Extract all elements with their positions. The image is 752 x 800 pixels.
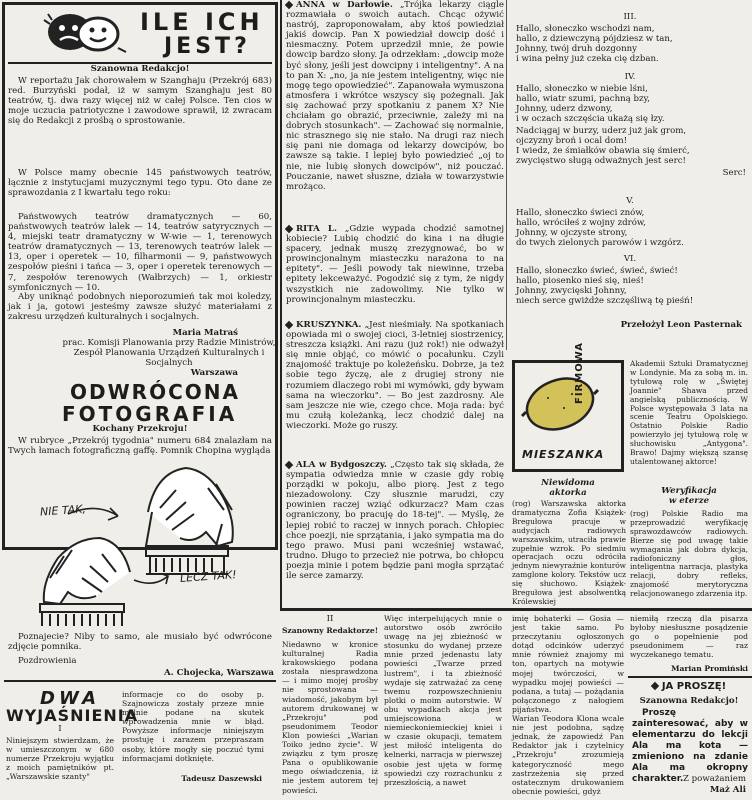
poem-label-v: V. <box>626 196 634 206</box>
middle-bottom-rule <box>280 608 752 611</box>
ja-prose-title-text: JA PROSZĘ! <box>661 681 727 692</box>
dwa-ii-text: Niedawno w kronice kulturalnej Radia krakowskiego podana została niesprawdzona — i mimo mojej prośby nie sprostowana — wiadomość, jakobym był autorem drukowanej w „Przekroju" pod pseudonimem Teodor Klon powieści „Warian Toiko jedno życie". W związku z tym proszę Pana o opublikowanie mego oświadczenia, iż nie jestem autorem tej powieści. <box>282 640 378 795</box>
promiński-col-3: niemiłą rzeczą dla pisarza byłoby niesłuszne posądzenie go o popełnienie pod pseudonimem — raz wyczekanego tematu. <box>630 614 748 660</box>
anna-entry <box>286 0 504 192</box>
firmowa-label: FIRMOWA <box>574 341 585 404</box>
anna-lead: ANNA w Darłowie. <box>296 0 393 10</box>
ile-p1: W reportażu Jak chorowałem w Szanghaju (Przekrój 683) red. Burzyński podał, iż w samym Szanghaju jest 80 teatrów, tj. dwa razy więcej niż w całej Polsce. Ten cios w moje uczucia patriotyczne i zawodowe sprawił, iż zwracam się do Redakcji z prośbą o sprostowanie. <box>8 76 272 127</box>
bullet-icon <box>651 682 659 690</box>
bullet-icon <box>285 224 293 232</box>
lemon-icon <box>520 372 600 436</box>
ile-signature-city: Warszawa <box>190 368 238 378</box>
ala-text: „Często tak się składa, że sympatia odwiedza mnie w czasie gdy robię porządki w pokoju, albo piorę. Jest z tego niezadowolony. Czy słusznie marudzi, czy powinien raczej wziąć odkurzacz? Mam czas ograniczony, bo pracuję do 18-tej". — Myślę, że lepiej robić to raczej w innych porach. Chłopiec chce poezji, nie sprzątania, i jako sympatia ma do tego prawo. Musi pani wcześniej wstawać, trudno. Długo to przecież nie potrwa, bo chłopcu poezja minie i potem będzie pani mogła sprzątać ile serce zamarzy. <box>286 460 504 582</box>
ile-p2: W Polsce mamy obecnie 145 państwowych teatrów, łącznie z instytucjami muzycznymi tego typu. Oto dane ze sprawozdania z I kwartału tego roku: <box>8 168 272 199</box>
label-nie-tak: NIE TAK, <box>39 502 87 519</box>
poem-stanza-iii: Hallo, słoneczko wschodzi nam, hallo, z dziewczyną pójdziesz w tan, Johnny, twój druh dozgonny i wina pełny już czeka cię dzban. <box>516 24 673 65</box>
anna-text: „Trójka lekarzy ciągle rozmawiała o swoich autach. Chcąc ożywić nastrój, zaproponowałam, aby ktoś powiedział jakiś dowcip. Pan X powiedział dowcip dość i niesmaczny. Potem uprzedził mnie, że powie dowcip bardzo słony. Ja odrzekłam: „dowcip może być słony, jeśli jest dowcipny i inteligentny". A na to pan X: „no, ja nie jestem inteligentny, więc nie mogę tego opowiedzieć". Zapanowała wymuszona atmosfera i wkrótce wszyscy się pożegnali. Jak się zachować przy spotkaniu z panem X? Nie chciałam go obrazić, przeciwnie, zależy mi na dobrych stosunkach". — Zachować się normalnie, nic strasznego się nie stało. Na drugi raz niech się pani nie domaga od lekarzy dowcipów, bo zawsze są takie. I lepiej było powiedzieć „oj to nie, nie lubię słonych dowcipów", niż pouczać. Pouczanie, nawet słuszne, działa w towarzystwie mrożąco. <box>286 0 505 192</box>
middle-left-rule <box>280 0 282 610</box>
right-left-rule <box>506 0 507 350</box>
niewidoma-title-2: aktorka <box>549 488 587 498</box>
ala-lead: ALA w Bydgoszczy. <box>296 460 387 470</box>
poem-label-iii: III. <box>623 12 637 22</box>
ja-prose-title <box>630 682 748 692</box>
ja-prose-rule <box>628 676 752 678</box>
odwrocona-bottom-rule <box>4 680 276 682</box>
ile-title-2: JEST? <box>164 34 251 59</box>
dwa-ii-salutation: Szanowny Redaktorze! <box>281 626 379 635</box>
ile-signature-name: Maria Matraś <box>172 328 238 338</box>
poem-stanza-iv: Hallo, słoneczko w niebie lśni, hallo, wiatr szumi, pachną bzy, Johnny, uderz dzwony, i w oczach szczęścia ukażą się łzy. <box>516 84 665 125</box>
rita-text: „Gdzie wypada chodzić samotnej kobiecie? Lubię chodzić do kina i na długie spacery, jednak muszę zrezygnować, bo w prowincjonalnym miasteczku narażona to na epitety". — Jeśli powody tak niewinne, trzeba epitety lekceważyć. Pogodzić się z tym, że nigdy wszystkich nie zadowolimy. Nie tylko w prowincjonalnym miasteczku. <box>286 224 504 305</box>
dwa-i-left: Niniejszym stwierdzam, że w umieszczonym w 680 numerze Przekroju wyjątku z moich pamiętników pt. „Warszawskie szanty" <box>6 736 114 782</box>
promiński-signature: Marian Promiński <box>671 664 748 673</box>
ile-p3: Państwowych teatrów dramatycznych — 60, państwowych teatrów lalek — 14, teatrów satyrycznych — 4, miejski teatr dramatyczny w W-wie — 1, terenowych teatrów dramatycznych — 13, terenowych teatrów lalek — 13, oper i operetek — 10, filharmonii — 9, państwowych zespołów pieśni i tańca — 3, oper i operetek terenowych — 7, zespołów terenowych (Wałbrzych) — 1, orkiestr symfonicznych — 10. <box>8 212 272 293</box>
kruszynka-lead: KRUSZYNKA. <box>296 320 362 330</box>
dwa-roman-1: I <box>58 724 62 734</box>
bullet-icon <box>285 0 293 8</box>
ile-salutation: Szanowna Redakcjo! <box>90 64 190 74</box>
poem-label-vi: VI. <box>623 254 637 264</box>
odwrocona-greeting: Pozdrowienia <box>18 656 77 666</box>
theater-masks-icon <box>40 8 130 58</box>
ja-prose-salutation: Szanowna Redakcjo! <box>639 696 739 706</box>
poem-stanza-v: Hallo, słoneczko świeci znów, hallo, wróciłeś z wojny zdrów, Johnny, w ojczyste strony, do twych zielonych parowów i wzgórz. <box>516 208 684 249</box>
poem-serc: Serc! <box>722 168 746 178</box>
dwa-i-middle: informacje co do osoby p. Szajnowicza zostały przeze mnie mylnie podane na skutek wprowadzenia mnie w błąd. Powyższe informacje niniejszym prostuję i zarazem przepraszam osoby, które mogły się poczuć tymi informacjami dotknięte. <box>122 690 264 763</box>
poem-label-iv: IV. <box>624 72 636 82</box>
dwa-title-1: DWA <box>40 688 101 709</box>
poem-stanza-vi: Hallo, słoneczko świeć, świeć, świeć! hallo, piosenko nieś się, nieś! Johnny, zwycięski Johnny, niech serce gwiżdże szczęśliwą tę pieśń! <box>516 266 694 307</box>
rita-entry <box>286 224 504 305</box>
odwrocona-signature: A. Chojecka, Warszawa <box>163 668 274 678</box>
promiński-col-2: imię bohaterki — Gosia — jest takie samo. Po przeczytaniu ogłoszonych dotąd odcinków uderzyć mnie również znajomy mi ton, opartych na motywie mojej twórczości, w wypadku mojej powieści — podana, a tutaj — pożądania połączonego z nałogiem pijaństwa. Warian Teodora Klona wcale nie jest podobna, sądzę jednak, że zapowiedź Pan Redaktor jak i czytelnicy „Przekroju" zrozumieją kategoryczność mego zastrzeżenia się przed ostatecznym drukowaniem obecnie powieści, gdyż <box>512 614 624 796</box>
kruszynka-entry <box>286 320 504 431</box>
niewidoma-text: (rog) Warszawska aktorka dramatyczna Zofia Książek-Bregułowa pracuje w audycjach radiowych warszawskim, utraciła prawie zupełnie wzrok. Po siedmiu operacjach oczu odróciła jednym niewyraźnie konturów zamglone kolory. Tekstów ucz się słuchowo. Książek-Bregułowa jest absolwentką Królewskiej <box>512 499 626 606</box>
poem-translator: Przełożył Leon Pasternak <box>620 320 742 330</box>
ile-title-1: ILE ICH <box>140 8 264 36</box>
label-lecz-tak: LECZ TAK! <box>179 568 238 585</box>
ile-p4: Aby uniknąć podobnych nieporozumień tak moi koledzy, jak i ja, gotowi jesteśmy zawsze służyć materiałami z zakresu urzędzeń kulturalnych i socjalnych. <box>8 292 272 323</box>
odwrocona-title-2: FOTOGRAFIA <box>62 402 238 426</box>
dwa-roman-2: II <box>326 614 334 624</box>
odwrocona-title-1: ODWRÓCONA <box>70 380 240 404</box>
ja-prose-greeting: Z poważaniem <box>682 774 746 784</box>
bullet-icon <box>285 320 293 328</box>
weryfikacja-text: (rog) Polskie Radio ma przeprowadzić weryfikację sprawozdawców radiowych. Bierze się pod uwagę takie wymagania jak dobra dykcja, radiofoniczny głos, inteligentna narracja, plastyka relacji, dobry refleks, znajomość merytoryczna relacjonowanego zdarzenia itp. <box>630 509 748 599</box>
dwa-title-2: WYJAŚNIENIA <box>6 706 139 725</box>
akademii-text: Akademii Sztuki Dramatycznej w Londynie. Ma za sobą m. in. tytułową rolę w „Świętej Joannie" Shawa przed angielską publicznością. W Polsce występowała 3 lata na scenie Teatru Opolskiego. Ostatnio Polskie Radio powierzyło jej tytułową rolę w słuchowisku „Antygona". Brawo! Dajmy większą szansę utalentowanej aktorce! <box>630 359 748 466</box>
dwa-i-signature: Tadeusz Daszewski <box>181 774 262 783</box>
chopin-monument-wrong-sketch <box>10 462 272 627</box>
rita-lead: RITA L. <box>296 224 337 234</box>
odwrocona-p2: Poznajecie? Niby to samo, ale musiało być odwrócone zdjęcie pomnika. <box>8 632 272 653</box>
promiński-col-1: Więc interpelujących mnie o autorstwo osób zwróciło uwagę na jej zbieżność w stosunku do wydanej przeze mnie przed jedenastu laty powieści „Twarze przed lustrem", i ta zbieżność wydaje się zatrważać za cenę twemu rozpowszechnieniu plotki o moim autorstwie. W obu wypadkach akcja jest umiejscowiona w niemieckoniemieckiej kniei i w czasie okupacji, tematem jest miłość inteligenta do kelnerki, narracja w pierwszej osobie jest ujęta w formę spowiedzi czy rozrachunku z przeszłością, a nawet <box>384 614 502 787</box>
niewidoma-title-1: Niewidoma <box>541 478 595 488</box>
odwrocona-p1: W rubryce „Przekrój tygodnia" numeru 684 znalazłam na Twych łamach fotograficzną gaffę. Pomnik Chopina wygląda <box>8 436 272 457</box>
ile-signature-institution: prac. Komisji Planowania przy Radzie Ministrów, Zespół Planowania Urządzeń Kulturalnych i Socjalnych <box>62 338 276 369</box>
odwrocona-salutation: Kochany Przekroju! <box>92 424 188 434</box>
poem-stanza-iv-b: Nadciągaj w burzy, uderz już jak grom, ojczyzny broń i ocal dom! I wiedz, że śmiałków obawia się śmierć, zwycięstwo sługą odważnych jest serc! <box>516 126 690 167</box>
kruszynka-text: „Jest nieśmiały. Na spotkaniach opowiada mi o swojej cioci, 3-letniej siostrzenicy, streszcza książki. Ani razu (już rok!) nie odważył się mnie objąć, co mówić o pocałunku. Czyli znajomość traktuje po koleżeńsku. Dobrze, ja też sobie tego życzę, ale z drugiej strony nie rozumiem dlaczego robi mi wymówki, gdy bywam sama na wieczorku". — Bo jest zazdrosny. Ale sam jeszcze nie wie, czego chce. Moja rada: być mu czułą koleżanką, lecz chodzić dalej na wieczorki. Może go ruszy. <box>286 320 504 431</box>
ja-prose-signature: Maż Ali <box>709 785 746 795</box>
bullet-icon <box>285 460 293 468</box>
weryfikacja-title-2: w eterze <box>668 496 710 506</box>
mieszanka-label: MIESZANKA <box>522 448 605 461</box>
ala-entry <box>286 460 504 581</box>
ja-prose-text: Proszę zainteresować, aby w elementarzu do lekcji Ala ma kota — zmieniono na zdanie Ala ma okropny charakter. <box>632 708 748 784</box>
weryfikacja-title-1: Weryfikacja <box>661 486 717 496</box>
